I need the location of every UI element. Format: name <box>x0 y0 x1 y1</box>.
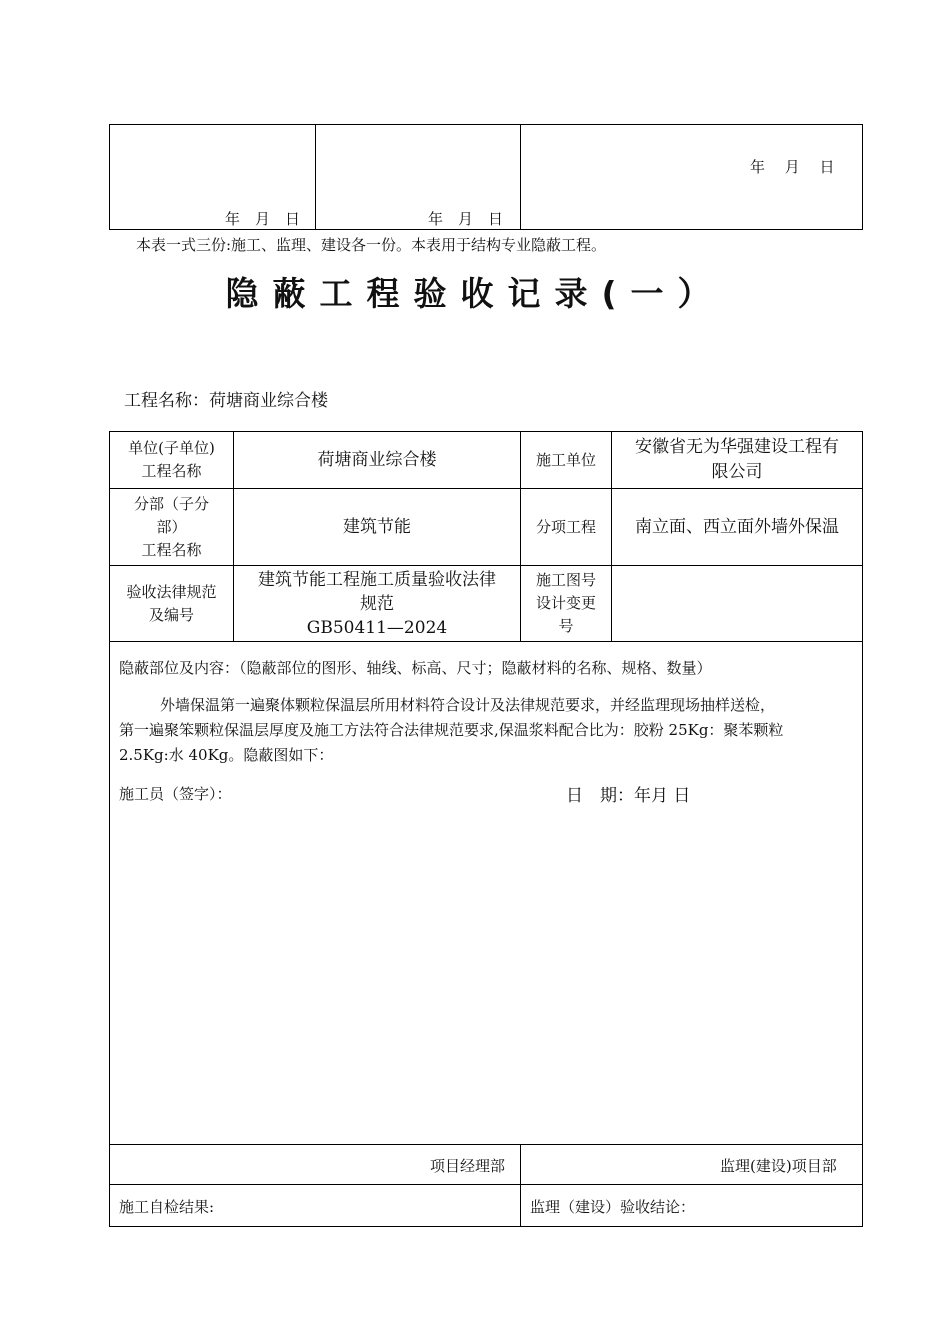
date-left: 年 月 日 <box>225 210 301 228</box>
division-label-line: 部） <box>156 517 187 536</box>
content-line-3: 2.5Kg:水 40Kg。隐蔽图如下： <box>119 746 334 764</box>
unit-project-label <box>110 432 233 488</box>
unit-project-value <box>234 432 520 488</box>
contractor-value <box>612 432 862 488</box>
division-label <box>110 489 233 565</box>
standard-label-line: 及编号 <box>148 605 194 624</box>
content-date-label: 日 期：年月 日 <box>566 786 691 806</box>
contractor-label-text: 施工单位 <box>535 450 596 469</box>
standard-value-line: 建筑节能工程施工质量验收法律 <box>258 569 496 590</box>
contractor-value-line: 安徽省无为华强建设工程有 <box>635 437 839 457</box>
date-middle: 年 月 日 <box>428 210 504 228</box>
division-value-text: 建筑节能 <box>343 516 411 537</box>
subitem-value-text: 南立面、西立面外墙外保温 <box>635 516 839 537</box>
division-value <box>234 489 520 565</box>
contractor-label <box>521 432 611 488</box>
date-right: 年 月 日 <box>750 158 835 176</box>
standard-value-line: 规范 <box>360 593 394 614</box>
worker-signature-label: 施工员（签字）： <box>119 785 232 803</box>
unit-value-text: 荷塘商业综合楼 <box>317 449 437 470</box>
drawing-number-label <box>521 566 611 641</box>
content-line-1: 外墙保温第一遍聚体颗粒保温层所用材料符合设计及法律规范要求，并经监理现场抽样送检， <box>160 696 776 714</box>
standard-label <box>110 566 233 641</box>
contractor-value-line: 限公司 <box>711 462 763 482</box>
standard-label-line: 验收法律规范 <box>126 582 217 601</box>
standard-value-line: GB50411—2024 <box>306 617 448 638</box>
division-label-line: 工程名称 <box>141 540 202 559</box>
copies-note: 本表一式三份:施工、监理、建设各一份。本表用于结构专业隐蔽工程。 <box>136 236 607 254</box>
subitem-label-text: 分项工程 <box>535 517 596 536</box>
page-title: 隐蔽工程验收记录(一） <box>225 274 725 313</box>
unit-label-line: 单位(子单位) <box>128 439 215 457</box>
drawing-label-line: 施工图号 <box>535 571 596 589</box>
supervisor-conclusion-label: 监理（建设）验收结论： <box>530 1198 696 1216</box>
drawing-number-value <box>612 566 862 641</box>
standard-value <box>234 566 520 641</box>
subitem-label <box>521 489 611 565</box>
division-label-line: 分部（子分 <box>133 494 209 513</box>
drawing-label-line: 号 <box>558 617 574 635</box>
project-manager-dept: 项目经理部 <box>430 1157 506 1175</box>
project-name-label: 工程名称：荷塘商业综合楼 <box>124 391 328 411</box>
self-check-result-label: 施工自检结果: <box>119 1198 215 1216</box>
supervisor-dept: 监理(建设)项目部 <box>720 1157 837 1175</box>
subitem-value <box>612 489 862 565</box>
drawing-label-line: 设计变更 <box>535 594 596 612</box>
content-heading: 隐蔽部位及内容：（隐蔽部位的图形、轴线、标高、尺寸；隐蔽材料的名称、规格、数量） <box>119 659 712 677</box>
unit-label-line: 工程名称 <box>141 462 202 480</box>
content-line-2: 第一遍聚笨颗粒保温层厚度及施工方法符合法律规范要求,保温浆料配合比为：胶粉 25Kg：聚苯颗粒 <box>119 721 784 739</box>
